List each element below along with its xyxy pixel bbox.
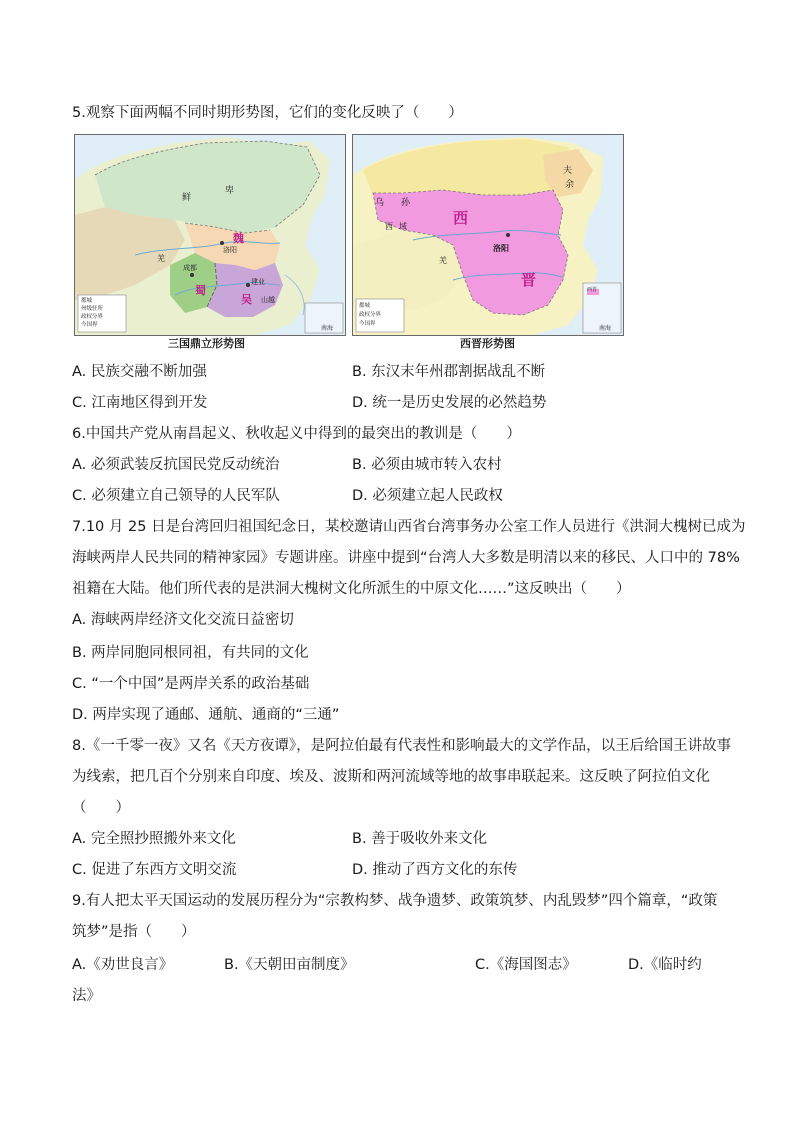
q6-option-c: C. 必须建立自己领导的人民军队 bbox=[72, 488, 280, 504]
map1-label-xianbei1: 鲜 bbox=[182, 193, 192, 203]
map2-label-wusun1: 乌 bbox=[375, 198, 385, 208]
q7-option-a: A. 海峡两岸经济文化交流日益密切 bbox=[72, 612, 294, 628]
q6-option-a: A. 必须武装反抗国民党反动统治 bbox=[72, 457, 280, 473]
q8-option-c: C. 促进了东西方文明交流 bbox=[72, 862, 237, 878]
map1-legend-modern-border: 今国界 bbox=[81, 322, 98, 328]
q6-option-b: B. 必须由城市转入农村 bbox=[352, 457, 502, 473]
map2-label-xiyu2: 域 bbox=[399, 222, 407, 231]
q7-stem-line-1: 7.10 月 25 日是台湾回归祖国纪念日，某校邀请山西省台湾事务办公室工作人员进行《洪洞大槐树已成为 bbox=[72, 519, 746, 535]
q8-stem-line-3: （ ） bbox=[72, 800, 130, 816]
map1-label-wu: 吴 bbox=[241, 293, 252, 306]
map2-label-qiang: 羌 bbox=[439, 256, 447, 265]
q5-stem: 5.观察下面两幅不同时期形势图，它们的变化反映了（ ） bbox=[72, 105, 463, 121]
q7-option-c: C. “一个中国”是两岸关系的政治基础 bbox=[72, 676, 310, 692]
q9-stem-line-2: 筑梦”是指（ ） bbox=[72, 924, 196, 940]
map2-legend bbox=[359, 302, 381, 329]
map1-legend bbox=[81, 297, 103, 329]
map1-label-chengdu: 成都 bbox=[183, 264, 197, 272]
q5-option-b: B. 东汉末年州郡割据战乱不断 bbox=[352, 364, 546, 380]
map2-legend-capital: 都城 bbox=[359, 303, 371, 309]
q9-stem-line-1: 9.有人把太平天国运动的发展历程分为“宗教构梦、战争遗梦、政策筑梦、内乱毁梦”四个篇章，“政策 bbox=[72, 893, 718, 909]
q5-option-a: A. 民族交融不断加强 bbox=[72, 364, 207, 380]
map1-label-jianye: 建业 bbox=[251, 278, 265, 286]
western-jin-map bbox=[352, 134, 624, 336]
q5-option-d: D. 统一是历史发展的必然趋势 bbox=[352, 395, 547, 411]
map1-label-sea: 南海 bbox=[321, 325, 334, 332]
q9-option-c: C.《海国图志》 bbox=[475, 957, 577, 973]
three-kingdoms-map-svg bbox=[75, 135, 345, 335]
map1-legend-capital: 都城 bbox=[81, 298, 93, 304]
q6-option-d: D. 必须建立起人民政权 bbox=[352, 488, 503, 504]
map1-legend-prefecture: 州级驻所 bbox=[81, 306, 104, 312]
map2-label-wusun2: 孙 bbox=[401, 198, 411, 208]
map2-caption: 西晋形势图 bbox=[460, 337, 515, 350]
map1-label-wei: 魏 bbox=[233, 232, 244, 245]
map2-label-jin: 晋 bbox=[521, 271, 537, 289]
q9-option-a: A.《劝世良言》 bbox=[72, 957, 174, 973]
q5-option-c: C. 江南地区得到开发 bbox=[72, 395, 208, 411]
q8-option-d: D. 推动了西方文化的东传 bbox=[352, 862, 518, 878]
map1-label-shanyue: 山越 bbox=[261, 296, 275, 304]
q8-stem-line-2: 为线索，把几百个分别来自印度、埃及、波斯和两河流域等地的故事串联起来。这反映了阿拉伯文化 bbox=[72, 769, 710, 785]
q8-option-b: B. 善于吸收外来文化 bbox=[352, 831, 488, 847]
q7-option-b: B. 两岸同胞同根同祖，有共同的文化 bbox=[72, 645, 309, 661]
map1-caption: 三国鼎立形势图 bbox=[168, 337, 245, 350]
map2-label-fuyu2: 余 bbox=[565, 180, 575, 190]
q7-stem-line-3: 祖籍在大陆。他们所代表的是洪洞大槐树文化所派生的中原文化……”这反映出（ ） bbox=[72, 581, 631, 597]
q9-option-b: B.《天朝田亩制度》 bbox=[224, 957, 355, 973]
q9-option-d-continued: 法》 bbox=[72, 988, 101, 1004]
map2-label-xiyu1: 西 bbox=[385, 222, 393, 231]
map2-label-luoyang: 洛阳 bbox=[493, 244, 509, 253]
map1-label-qiang: 羌 bbox=[157, 254, 165, 263]
q7-option-d: D. 两岸实现了通邮、通航、通商的“三通” bbox=[72, 707, 340, 723]
q8-stem-line-1: 8.《一千零一夜》又名《天方夜谭》，是阿拉伯最有代表性和影响最大的文学作品，以王后给国王讲故事 bbox=[72, 738, 732, 754]
western-jin-map-svg bbox=[353, 135, 623, 335]
q7-stem-line-2: 海峡两岸人民共同的精神家园》专题讲座。讲座中提到“台湾人大多数是明清以来的移民、人口中的 78% bbox=[72, 550, 740, 566]
map2-legend-boundary: 政权分界 bbox=[359, 312, 382, 318]
map2-inset-label: 西晋 bbox=[587, 287, 598, 293]
map2-label-sea: 南海 bbox=[599, 325, 612, 332]
map2-legend-modern-border: 今国界 bbox=[359, 321, 376, 327]
map1-label-shu: 蜀 bbox=[195, 284, 206, 297]
map2-label-xi: 西 bbox=[453, 209, 469, 227]
map1-label-luoyang: 洛阳 bbox=[223, 246, 237, 254]
map1-label-xianbei2: 卑 bbox=[225, 186, 235, 196]
q9-option-d: D.《临时约 bbox=[628, 957, 702, 973]
q8-option-a: A. 完全照抄照搬外来文化 bbox=[72, 831, 236, 847]
map2-label-fuyu1: 夫 bbox=[563, 166, 573, 176]
three-kingdoms-map bbox=[74, 134, 346, 336]
map1-legend-boundary: 政权分界 bbox=[81, 314, 104, 320]
q6-stem: 6.中国共产党从南昌起义、秋收起义中得到的最突出的教训是（ ） bbox=[72, 426, 521, 442]
